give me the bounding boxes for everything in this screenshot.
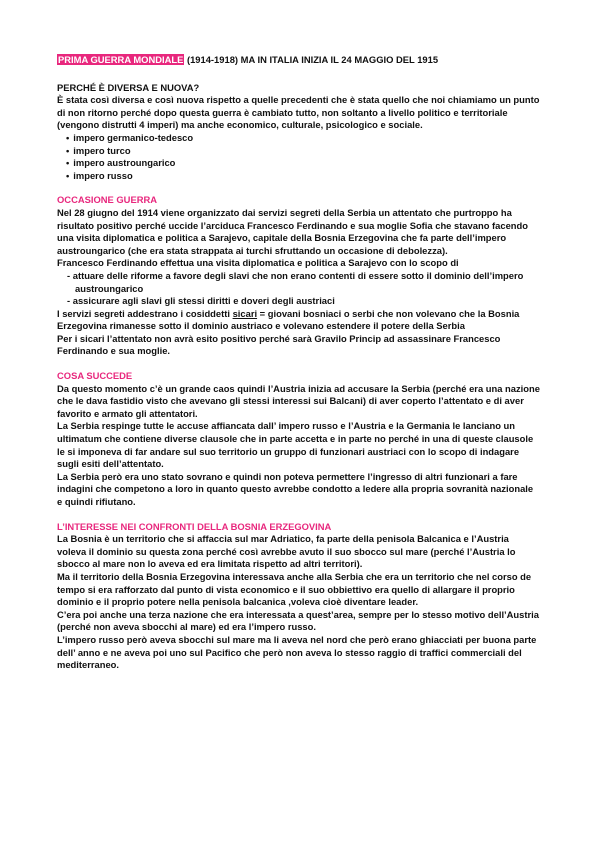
section-why-different (57, 82, 540, 183)
paragraph: L’impero russo però aveva sbocchi sul mare ma li aveva nel nord che però erano ghiacciati per buona parte dell’ anno e ne aveva poi uno sul Pacifico che però non aveva lo stesso raggio di traffici commerciali del mediterraneo. (57, 633, 537, 671)
paragraph: Per i sicari l’attentato non avrà esito positivo perché sarà Gravilo Princip ad assassinare Francesco Ferdinando e sua moglie. (57, 332, 501, 357)
text-run: = giovani bosniaci o serbi che non volevano che la Bosnia Erzegovina rimanesse sotto il dominio austriaco e volevano estendere il potere della Serbia (57, 307, 520, 332)
underlined-term: sicari (232, 307, 258, 319)
list-item: - attuare delle riforme a favore degli slavi che non erano contenti di essere sotto il dominio dell’impero austroungarico (67, 270, 540, 295)
section-bosnia-interest (57, 521, 540, 672)
paragraph: C’era poi anche una terza nazione che era interessata a quest’area, sempre per lo stesso motivo dell’Austria (perché non aveva sbocchi al mare) ed era l’impero russo. (57, 608, 539, 633)
document-title (57, 54, 540, 67)
section-heading: OCCASIONE GUERRA (57, 194, 158, 206)
paragraph: La Bosnia è un territorio che si affaccia sul mar Adriatico, fa parte della penisola Balcanica e l’Austria voleva il dominio su questa zona perché così avrebbe avuto il suo sbocco sul mare (perché l’Austria lo sbocco al mare non lo aveva ed era limitata rispetto ad altri territori). (57, 533, 516, 570)
section-heading: L’INTERESSE NEI CONFRONTI DELLA BOSNIA ERZEGOVINA (57, 520, 332, 532)
paragraph: È stata così diversa e così nuova rispetto a quelle precedenti che è stata quello che noi chiamiamo un punto di non ritorno perché dopo questa guerra è cambiato tutto, non soltanto a livello politico e territoriale (vengono distrutti 4 imperi) ma anche economico, culturale, psicologico e sociale. (57, 94, 540, 131)
empires-list (57, 132, 540, 182)
text-run: I servizi segreti addestrano i cosiddetti (57, 307, 233, 319)
list-item: • impero turco (66, 145, 540, 158)
paragraph: Ma il territorio della Bosnia Erzegovina interessava anche alla Serbia che era un territorio che nel corso de tempo si era rafforzato dal punto di vista economico e il suo obbiettivo era quello di allargare il proprio dominio e il proprio potere nella penisola balcanica ,voleva cioè diventare leader. (57, 570, 532, 608)
section-heading: COSA SUCCEDE (57, 370, 133, 382)
goals-list (57, 270, 540, 308)
paragraph: La Serbia però era uno stato sovrano e quindi non poteva permettere l’ingresso di altri funzionari a fare indagini che competono a loro in quanto questo avrebbe condotto a ledere alla propria sovranità nazionale e quindi rifiutano. (57, 470, 534, 507)
list-item: • impero russo (66, 170, 540, 183)
list-item: • impero germanico-tedesco (66, 132, 540, 145)
section-occasion (57, 194, 540, 358)
list-item: - assicurare agli slavi gli stessi diritti e doveri degli austriaci (67, 295, 540, 308)
section-heading: PERCHÉ È DIVERSA E NUOVA? (57, 81, 200, 93)
section-what-happens (57, 370, 540, 509)
paragraph: Nel 28 giugno del 1914 viene organizzato dai servizi segreti della Serbia un attentato che purtroppo ha risultato positivo perché uccide l’arciduca Francesco Ferdinando e sua moglie Sofia che stavano facendo una visita diplomatica e politica a Sarajevo, capitale della Bosnia Erzegovina che fa parte dell’impero austroungarico (che era stata strappata ai turchi sfruttando un occasione di debolezza). (57, 206, 528, 256)
paragraph: La Serbia respinge tutte le accuse affiancata dall’ impero russo e l’Austria e la Germania le lanciano un ultimatum che contiene diverse clausole che in parte accetta e in parte no perché in una di queste clausole le si imponeva di far andare sul suo territorio un gruppo di funzionari austriaci con lo scopo di indagare sugli esiti dell’attentato. (57, 420, 534, 470)
title-highlight: PRIMA GUERRA MONDIALE (58, 54, 184, 65)
paragraph: Da questo momento c’è un grande caos quindi l’Austria inizia ad accusare la Serbia (perché era una nazione che le dava fastidio visto che avevano gli stessi interessi sui Balcani) di aver coperto l’attentato e di aver favorito e armato gli attentatori. (57, 382, 540, 419)
paragraph-sicari (57, 308, 540, 333)
list-item: • impero austroungarico (66, 157, 540, 170)
title-rest: (1914-1918) MA IN ITALIA INIZIA IL 24 MAGGIO DEL 1915 (184, 54, 439, 65)
paragraph: Francesco Ferdinando effettua una visita diplomatica e politica a Sarajevo con lo scopo di (57, 257, 459, 269)
